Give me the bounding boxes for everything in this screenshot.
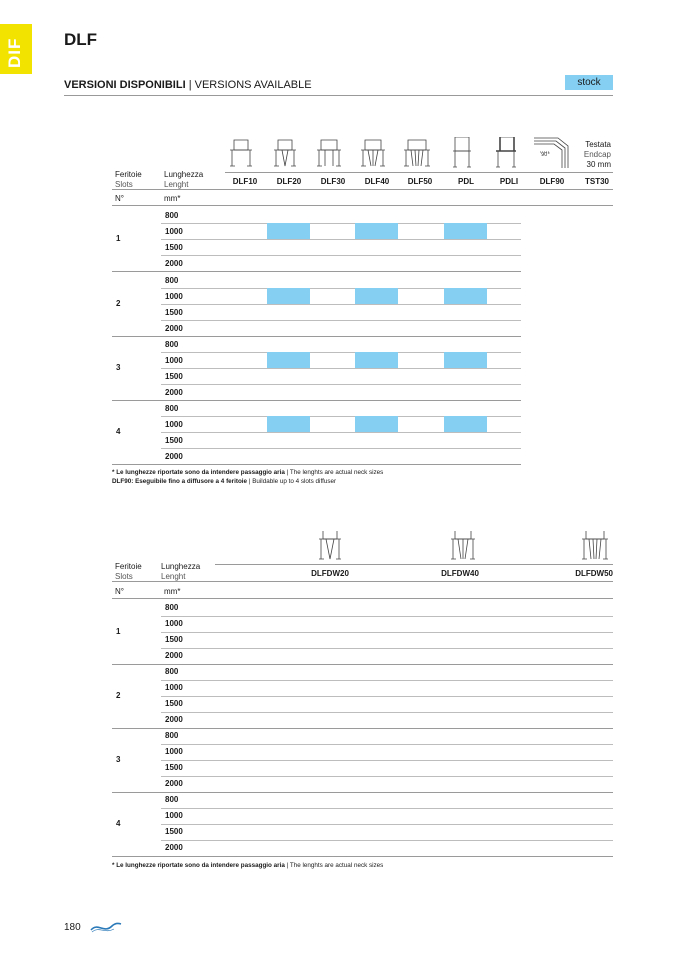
header-top-divider [225,172,613,173]
length-value: 800 [165,340,179,349]
column-header-dlf90: DLF90 [539,177,565,186]
dlf50-profile-icon [404,140,430,166]
slots-value: 4 [116,427,121,436]
stock-cell [444,223,487,239]
side-tab-label: DIF [5,37,24,68]
section-title-it: VERSIONI DISPONIBILI [64,79,186,91]
row-divider [161,632,613,633]
dlfdw50-profile-icon [580,530,610,562]
page-title: DLF [64,30,98,49]
length-value: 2000 [165,324,183,333]
feritoie-label: Feritoie [115,170,142,179]
stock-cell [267,223,310,239]
length-value: 1500 [165,827,183,836]
pdl-profile-icon [453,137,471,167]
section-title-en: VERSIONS AVAILABLE [194,79,312,91]
row-divider [161,776,613,777]
group-divider [112,336,521,337]
slots-value: 1 [116,627,121,636]
length-value: 1500 [165,699,183,708]
length-value: 1500 [165,763,183,772]
length-value: 1500 [165,308,183,317]
section-side-tab [0,24,32,74]
length-value: 1000 [165,420,183,429]
length-value: 1500 [165,635,183,644]
length-value: 800 [165,795,179,804]
group-divider [112,664,613,665]
length-value: 800 [165,276,179,285]
lunghezza-label-2: Lunghezza [161,562,201,571]
stock-cell [444,416,487,432]
column-header-pdli: PDLI [499,177,519,186]
slots-label: Slots [115,180,133,189]
column-header-dlfdw50: DLFDW50 [575,569,613,578]
wave-logo-icon [90,920,122,934]
section-title-sep: | [185,79,195,91]
n-label-2: N° [115,587,124,596]
profiles-drawings [225,137,525,173]
row-divider [161,384,521,385]
column-header-dlf20: DLF20 [276,177,302,186]
row-divider [161,680,613,681]
length-value: 800 [165,667,179,676]
row-divider [161,712,613,713]
column-header-dlfdw20: DLFDW20 [311,569,349,578]
length-value: 800 [165,603,179,612]
length-value: 1500 [165,372,183,381]
dlf10-profile-icon [230,140,252,166]
row-divider [161,255,521,256]
stock-cell [267,352,310,368]
length-value: 800 [165,211,179,220]
length-value: 800 [165,404,179,413]
group-divider [112,271,521,272]
length-value: 2000 [165,388,183,397]
slots-value: 2 [116,299,121,308]
section-header [64,76,613,96]
length-value: 2000 [165,452,183,461]
section-title [64,79,312,91]
footnote-lengths-2 [112,862,383,870]
length-value: 800 [165,731,179,740]
pdli-profile-icon [496,137,516,167]
mm-label: mm* [164,194,181,203]
column-header-tst30: TST30 [584,177,609,186]
endcap-label: Endcap [583,150,611,159]
stock-cell [355,352,398,368]
footnote-dlf90-en: | Buildable up to 4 slots diffuser [247,478,337,485]
stock-cell [444,288,487,304]
row-divider [161,320,521,321]
length-value: 1000 [165,619,183,628]
page-number: 180 [64,922,81,933]
stock-cell [267,288,310,304]
30mm-label: 30 mm [586,160,611,169]
dlf90-profile-icon [532,134,574,168]
stock-cell [355,416,398,432]
slots-value: 2 [116,691,121,700]
slots-value: 4 [116,819,121,828]
length-value: 2000 [165,651,183,660]
row-divider [161,760,613,761]
dlf30-profile-icon [317,140,341,166]
row-divider [161,432,521,433]
row-divider [161,808,613,809]
column-header-dlfdw40: DLFDW40 [441,569,479,578]
footnote-lengths-en: | The lenghts are actual neck sizes [284,469,384,476]
lenght-label: Lenght [164,180,189,189]
length-value: 1000 [165,747,183,756]
row-divider [161,840,613,841]
row-divider [161,448,521,449]
header-top-divider-2 [215,564,613,565]
dlf40-profile-icon [361,140,385,166]
length-value: 2000 [165,259,183,268]
footnote-lengths-2-en: | The lenghts are actual neck sizes [284,862,384,869]
length-value: 2000 [165,779,183,788]
row-divider [161,304,521,305]
mm-label-2: mm* [164,587,181,596]
row-divider [161,744,613,745]
slots-value: 3 [116,755,121,764]
footnote-lengths [112,469,383,477]
row-divider [161,616,613,617]
dlf20-profile-icon [274,140,296,166]
slots-value: 3 [116,363,121,372]
lenght-label-2: Lenght [161,572,186,581]
length-value: 2000 [165,843,183,852]
footnote-lengths-it: * Le lunghezze riportate sono da intendere passaggio aria [112,469,285,476]
group-divider [112,464,521,465]
slots-value: 1 [116,234,121,243]
slots-label-2: Slots [115,572,133,581]
stock-cell [355,288,398,304]
length-value: 1500 [165,436,183,445]
length-value: 1000 [165,227,183,236]
row-divider [161,368,521,369]
row-divider [161,239,521,240]
length-value: 1000 [165,292,183,301]
group-divider [112,792,613,793]
length-value: 1000 [165,811,183,820]
row-divider [161,696,613,697]
row-divider [161,824,613,825]
header-divider-2 [112,581,613,582]
group-divider [112,728,613,729]
feritoie-label-2: Feritoie [115,562,142,571]
units-divider [112,205,613,206]
dlfdw40-profile-icon [448,530,478,562]
row-divider [161,648,613,649]
column-header-dlf10: DLF10 [232,177,258,186]
column-header-dlf40: DLF40 [364,177,390,186]
group-divider [112,400,521,401]
group-divider [112,856,613,857]
footnote-dlf90 [112,478,336,486]
header-divider [112,189,613,190]
dlfdw20-profile-icon [315,530,345,562]
length-value: 1000 [165,356,183,365]
length-value: 1500 [165,243,183,252]
column-header-pdl: PDL [458,177,474,186]
length-value: 2000 [165,715,183,724]
lunghezza-label: Lunghezza [164,170,204,179]
testata-label: Testata [585,140,611,149]
length-value: 1000 [165,683,183,692]
units-divider-2 [112,598,613,599]
stock-cell [267,416,310,432]
stock-cell [444,352,487,368]
footnote-dlf90-it: DLF90: Eseguibile fino a diffusore a 4 feritoie [112,478,248,485]
column-header-dlf30: DLF30 [320,177,346,186]
column-header-dlf50: DLF50 [407,177,433,186]
deg-90-label: 90° [541,152,550,158]
stock-cell [355,223,398,239]
footnote-lengths-2-it: * Le lunghezze riportate sono da intendere passaggio aria [112,862,285,869]
n-label: N° [115,194,124,203]
stock-badge: stock [565,75,613,90]
